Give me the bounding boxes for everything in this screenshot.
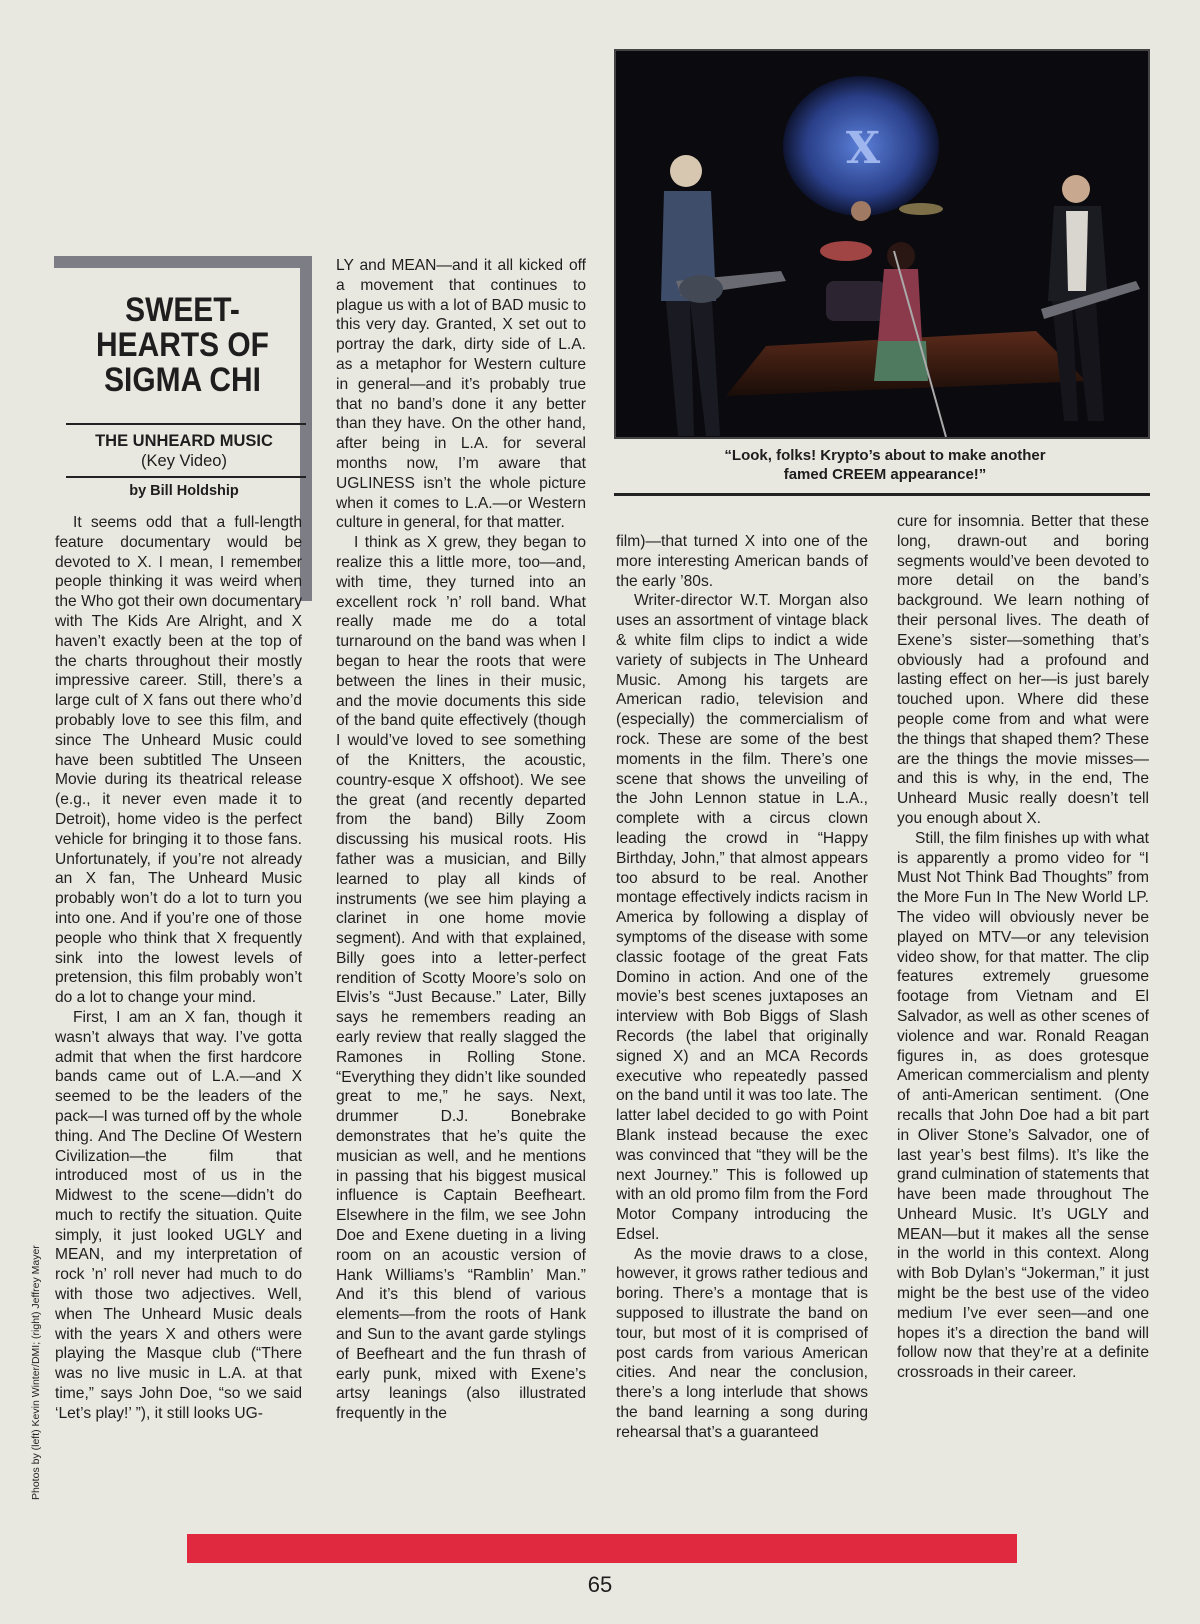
concert-photo-art (616, 51, 1148, 437)
title-line: SWEET- (125, 291, 240, 329)
title-line: HEARTS OF (96, 326, 269, 364)
article-column-2 (336, 256, 586, 1424)
caption-line: “Look, folks! Krypto’s about to make another (724, 447, 1046, 464)
paragraph: cure for insomnia. Better that these long, drawn-out and boring segments would’ve been devoted to more detail on the band’s background. We learn nothing of their personal lives. The death of Exene’s sister—something that’s obviously had a profound and lasting effect on her—is just barely touched upon. Where did these people come from and what were the things that shaped them? These are the things the movie misses—and this is why, in the end, The Unheard Music really doesn’t tell you enough about X. (897, 513, 1149, 827)
article-column-4 (897, 512, 1149, 1383)
photo-caption (640, 446, 1130, 484)
paragraph: LY and MEAN—and it all kicked off a movement that continues to plague us with a lot of BAD music to this very day. Granted, X set out to portray the dark, dirty side of L.A. as a metaphor for Western culture in general—and it’s probably true that no band’s done it any better than they have. On the other hand, after being in L.A. for several months now, I’m aware that UGLINESS isn’t the whole picture when it comes to L.A.—or Western culture in general, for that matter. (336, 257, 586, 532)
photo-credit: Photos by (left) Kevin Winter/DMI; (right) Jeffrey Mayer (30, 1245, 42, 1500)
paragraph: It seems odd that a full-length feature documentary would be devoted to X. I mean, I remember people thinking it was weird when the Who got their own documentary with The Kids Are Alright, and X haven’t exactly been at the top of the charts throughout their mostly impressive career. Still, there’s a large cult of X fans out there who’d probably love to see this film, and since The Unheard Music could have been subtitled The Unseen Movie during its theatrical release (e.g., it never even made it to Detroit), home video is the perfect vehicle for bringing it to those fans. Unfortunately, if you’re not already an X fan, The Unheard Music probably won’t do a lot to turn you into one. And if you’re one of those people who think that X frequently sink into the lowest levels of pretension, this film probably won’t do a lot to change your mind. (55, 514, 302, 1007)
byline: by Bill Holdship (129, 483, 239, 499)
footer-color-bar (187, 1534, 1017, 1563)
article-title (70, 293, 294, 398)
x-logo-icon: X (846, 123, 881, 174)
byline-rule (66, 476, 306, 478)
review-publisher: (Key Video) (141, 452, 227, 470)
paragraph: Writer-director W.T. Morgan also uses an assortment of vintage black & white film clips to indict a wide variety of subjects in The Unheard Music. Among his targets are American radio, television and (especially) the commercialism of rock. These are some of the best moments in the film. There’s one scene that shows the unveiling of the John Lennon statue in L.A., complete with a circus clown leading the crowd in “Happy Birthday, John,” that almost appears too absurd to be real. Another montage effectively indicts racism in America by following a display of symptoms of the disease with some classic footage of the great Fats Domino in action. And one of the movie’s best scenes juxtaposes an interview with Bob Biggs of Slash Records (the label that originally signed X) and an MCA Records executive who repeatedly passed on the band until it was too late. The latter label decided to go with Point Blank instead because the exec was convinced that “they will be the next Journey.” This is followed up with an old promo film from the Ford Motor Company introducing the Edsel. (616, 592, 868, 1243)
paragraph: film)—that turned X into one of the more interesting American bands of the early ’80s. (616, 533, 868, 590)
caption-line: famed CREEM appearance!” (783, 466, 987, 483)
review-subject: THE UNHEARD MUSIC (95, 432, 273, 450)
paragraph: I think as X grew, they began to realize this a little more, too—and, with time, they turned into an excellent rock ’n’ roll band. What really made me do a total turnaround on the band was when I began to hear the roots that were between the lines in their music, and the movie documents this side of the band quite effectively (though I would’ve loved to see something of the Knitters, the acoustic, country-esque X offshoot). We see the great (and recently departed from the band) Billy Zoom discussing his musical roots. His father was a musician, and Billy learned to play all kinds of instruments (we see him playing a clarinet in one home movie segment). And with that explained, Billy goes into a letter-perfect rendition of Scotty Moore’s solo on Elvis’s “Just Because.” Later, Billy says he remembers reading an early review that really slagged the Ramones in Rolling Stone. “Everything they didn’t like sounded great to me,” he says. Next, drummer D.J. Bonebrake demonstrates that he’s quite the musician as well, and he mentions in passing that his biggest musical influence is Captain Beefheart. Elsewhere in the film, we see John Doe and Exene dueting in a living room on an acoustic version of Hank Williams’s “Ramblin’ Man.” And it’s this blend of various elements—from the roots of Hank and Sun to the avant garde stylings of Beefheart and the fun thrash of early punk, mixed with Exene’s artsy leanings (also illustrated frequently in the (336, 534, 586, 1423)
title-rule (66, 423, 306, 425)
paragraph: Still, the film finishes up with what is apparently a promo video for “I Must Not Think Bad Thoughts” from the More Fun In The New World LP. The video will obviously never be played on MTV—or any television video show, for that matter. The clip features extremely gruesome footage from Vietnam and El Salvador, as well as other scenes of violence and war. Ronald Reagan figures in, as does grotesque American commercialism and plenty of anti-American sentiment. (One recalls that John Doe had a bit part in Oliver Stone’s Salvador, one of last year’s best films). It’s like the grand culmination of statements that have been made throughout The Unheard Music. It’s UGLY and MEAN—but it makes all the sense in the world in this context. Along with Bob Dylan’s “Jokerman,” it just might be the best use of the video medium I’ve ever seen—and one hopes it’s a direction the band will follow now that they’re at a definite crossroads in their career. (897, 829, 1149, 1382)
article-column-3 (616, 532, 868, 1443)
page-number: 65 (587, 1572, 613, 1597)
paragraph: First, I am an X fan, though it wasn’t always that way. I’ve gotta admit that when the first hardcore bands came out of L.A.—and X seemed to be the leaders of the pack—I was turned off by the whole thing. And The Decline Of Western Civilization—the film that introduced most of us in the Midwest to the scene—didn’t do much to rectify the situation. Quite simply, it just looked UGLY and MEAN, and my interpretation of rock ’n’ roll never had much to do with those two adjectives. Well, when The Unheard Music deals with the years X and others were playing the Masque club (“There was no live music in L.A. at that time,” says John Doe, “so we said ‘Let’s play!’ ”), it still looks UG- (55, 1008, 302, 1422)
concert-photo (614, 49, 1150, 439)
article-column-1 (55, 513, 302, 1424)
caption-rule (614, 493, 1150, 496)
paragraph: As the movie draws to a close, however, it grows rather tedious and boring. There’s a montage that is supposed to illustrate the band on tour, but most of it is comprised of post cards from various American cities. And near the conclusion, there’s a long interlude that shows the band learning a song during rehearsal that’s a guaranteed (616, 1245, 868, 1441)
title-line: SIGMA CHI (104, 361, 261, 399)
